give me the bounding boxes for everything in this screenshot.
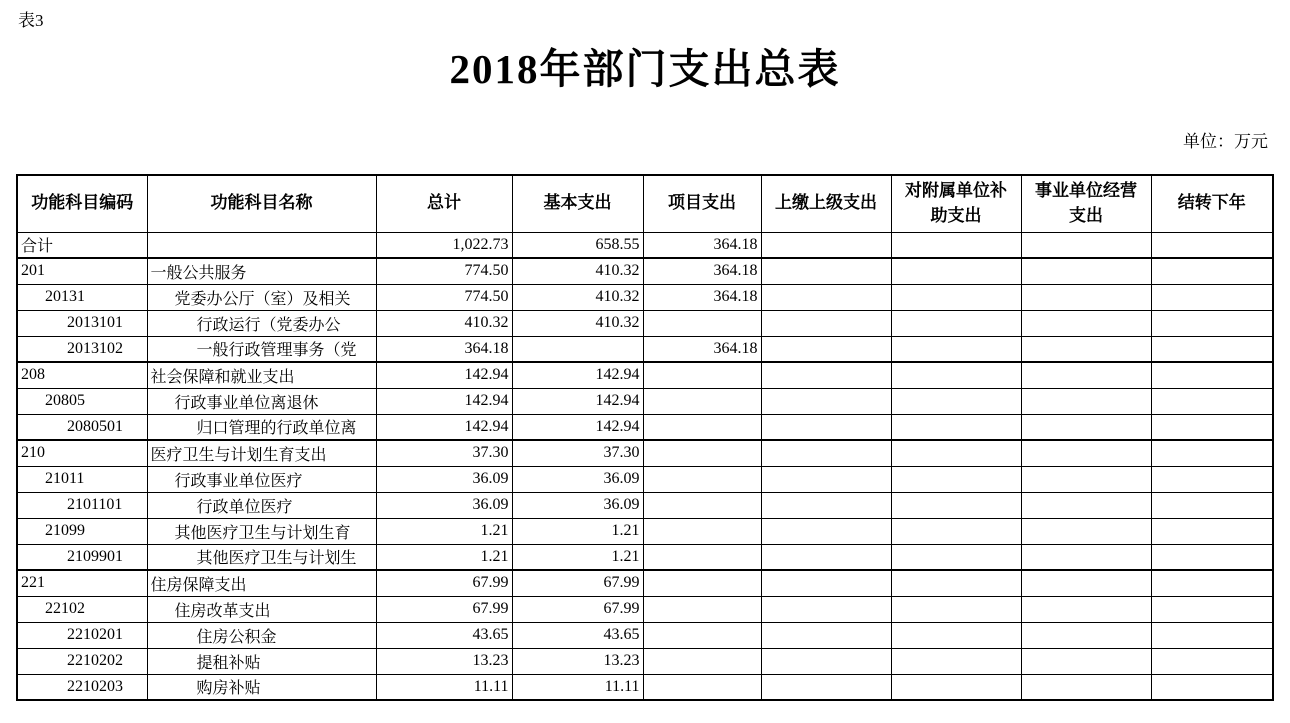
column-header-subsidy: 对附属单位补助支出 <box>891 175 1021 232</box>
header-row <box>17 175 1273 232</box>
cell-name: 党委办公厅（室）及相关 <box>147 284 376 310</box>
cell-carryover <box>1151 518 1273 544</box>
cell-code: 2210201 <box>17 622 147 648</box>
cell-code: 2109901 <box>17 544 147 570</box>
cell-upper <box>761 388 891 414</box>
cell-code: 2013102 <box>17 336 147 362</box>
cell-basic: 142.94 <box>512 414 643 440</box>
cell-subsidy <box>891 596 1021 622</box>
table-row <box>17 258 1273 284</box>
cell-project <box>643 440 761 466</box>
cell-basic: 67.99 <box>512 596 643 622</box>
cell-subsidy <box>891 648 1021 674</box>
cell-code: 201 <box>17 258 147 284</box>
cell-code: 210 <box>17 440 147 466</box>
cell-name: 行政事业单位离退休 <box>147 388 376 414</box>
cell-upper <box>761 674 891 700</box>
cell-upper <box>761 336 891 362</box>
cell-carryover <box>1151 440 1273 466</box>
table-row <box>17 414 1273 440</box>
cell-name: 归口管理的行政单位离 <box>147 414 376 440</box>
cell-upper <box>761 440 891 466</box>
cell-upper <box>761 310 891 336</box>
cell-code: 2210203 <box>17 674 147 700</box>
cell-carryover <box>1151 648 1273 674</box>
cell-total: 142.94 <box>376 414 512 440</box>
cell-name <box>147 232 376 258</box>
column-header-project: 项目支出 <box>643 175 761 232</box>
cell-subsidy <box>891 388 1021 414</box>
cell-code: 21011 <box>17 466 147 492</box>
cell-total: 1.21 <box>376 544 512 570</box>
cell-project: 364.18 <box>643 258 761 284</box>
cell-carryover <box>1151 284 1273 310</box>
page-title: 2018年部门支出总表 <box>449 46 841 92</box>
cell-project <box>643 518 761 544</box>
table-row <box>17 544 1273 570</box>
cell-subsidy <box>891 674 1021 700</box>
cell-carryover <box>1151 466 1273 492</box>
cell-project <box>643 310 761 336</box>
table-row <box>17 284 1273 310</box>
cell-name: 行政事业单位医疗 <box>147 466 376 492</box>
cell-name: 行政单位医疗 <box>147 492 376 518</box>
table-row <box>17 336 1273 362</box>
cell-basic: 36.09 <box>512 466 643 492</box>
cell-carryover <box>1151 570 1273 596</box>
cell-upper <box>761 648 891 674</box>
cell-basic: 37.30 <box>512 440 643 466</box>
cell-basic: 410.32 <box>512 310 643 336</box>
cell-total: 43.65 <box>376 622 512 648</box>
cell-carryover <box>1151 258 1273 284</box>
cell-carryover <box>1151 622 1273 648</box>
cell-subsidy <box>891 362 1021 388</box>
cell-operating <box>1021 518 1151 544</box>
table-row <box>17 518 1273 544</box>
cell-total: 1.21 <box>376 518 512 544</box>
cell-basic: 658.55 <box>512 232 643 258</box>
cell-upper <box>761 414 891 440</box>
column-header-carryover: 结转下年 <box>1151 175 1273 232</box>
cell-carryover <box>1151 596 1273 622</box>
cell-upper <box>761 622 891 648</box>
cell-project <box>643 622 761 648</box>
cell-project <box>643 492 761 518</box>
cell-subsidy <box>891 622 1021 648</box>
table-tag: 表3 <box>18 11 44 30</box>
table-row <box>17 440 1273 466</box>
column-header-upper: 上缴上级支出 <box>761 175 891 232</box>
column-header-name: 功能科目名称 <box>147 175 376 232</box>
cell-code: 2210202 <box>17 648 147 674</box>
column-header-operating: 事业单位经营支出 <box>1021 175 1151 232</box>
cell-operating <box>1021 570 1151 596</box>
cell-operating <box>1021 648 1151 674</box>
cell-subsidy <box>891 518 1021 544</box>
cell-subsidy <box>891 492 1021 518</box>
cell-name: 购房补贴 <box>147 674 376 700</box>
cell-total: 13.23 <box>376 648 512 674</box>
cell-operating <box>1021 336 1151 362</box>
cell-total: 364.18 <box>376 336 512 362</box>
cell-name: 住房保障支出 <box>147 570 376 596</box>
cell-basic: 43.65 <box>512 622 643 648</box>
cell-carryover <box>1151 232 1273 258</box>
cell-operating <box>1021 414 1151 440</box>
cell-name: 住房公积金 <box>147 622 376 648</box>
cell-project: 364.18 <box>643 232 761 258</box>
cell-total: 11.11 <box>376 674 512 700</box>
table-row <box>17 362 1273 388</box>
cell-upper <box>761 466 891 492</box>
cell-name: 医疗卫生与计划生育支出 <box>147 440 376 466</box>
cell-upper <box>761 492 891 518</box>
cell-project <box>643 466 761 492</box>
cell-operating <box>1021 284 1151 310</box>
cell-name: 提租补贴 <box>147 648 376 674</box>
cell-code: 2101101 <box>17 492 147 518</box>
cell-operating <box>1021 674 1151 700</box>
cell-subsidy <box>891 336 1021 362</box>
cell-operating <box>1021 388 1151 414</box>
cell-project <box>643 674 761 700</box>
cell-subsidy <box>891 570 1021 596</box>
cell-carryover <box>1151 674 1273 700</box>
cell-subsidy <box>891 258 1021 284</box>
cell-operating <box>1021 362 1151 388</box>
cell-operating <box>1021 310 1151 336</box>
table-row <box>17 596 1273 622</box>
cell-operating <box>1021 596 1151 622</box>
table-row <box>17 674 1273 700</box>
cell-upper <box>761 544 891 570</box>
column-header-code: 功能科目编码 <box>17 175 147 232</box>
cell-operating <box>1021 440 1151 466</box>
cell-total: 36.09 <box>376 492 512 518</box>
table-row <box>17 388 1273 414</box>
cell-basic <box>512 336 643 362</box>
cell-total: 1,022.73 <box>376 232 512 258</box>
cell-code: 22102 <box>17 596 147 622</box>
cell-basic: 13.23 <box>512 648 643 674</box>
cell-upper <box>761 362 891 388</box>
cell-basic: 142.94 <box>512 388 643 414</box>
expense-table <box>16 174 1274 701</box>
cell-code: 20805 <box>17 388 147 414</box>
cell-upper <box>761 232 891 258</box>
cell-total: 774.50 <box>376 258 512 284</box>
cell-subsidy <box>891 232 1021 258</box>
unit-note: 单位：万元 <box>1183 132 1268 151</box>
cell-operating <box>1021 544 1151 570</box>
table-row <box>17 622 1273 648</box>
cell-total: 774.50 <box>376 284 512 310</box>
cell-carryover <box>1151 362 1273 388</box>
cell-carryover <box>1151 492 1273 518</box>
cell-project <box>643 388 761 414</box>
table-row <box>17 570 1273 596</box>
cell-carryover <box>1151 336 1273 362</box>
cell-total: 37.30 <box>376 440 512 466</box>
cell-upper <box>761 596 891 622</box>
cell-name: 其他医疗卫生与计划生 <box>147 544 376 570</box>
cell-name: 社会保障和就业支出 <box>147 362 376 388</box>
cell-project <box>643 362 761 388</box>
cell-code: 208 <box>17 362 147 388</box>
cell-subsidy <box>891 466 1021 492</box>
cell-upper <box>761 284 891 310</box>
cell-upper <box>761 570 891 596</box>
cell-basic: 142.94 <box>512 362 643 388</box>
cell-subsidy <box>891 544 1021 570</box>
cell-total: 142.94 <box>376 388 512 414</box>
column-header-basic: 基本支出 <box>512 175 643 232</box>
cell-basic: 67.99 <box>512 570 643 596</box>
cell-total: 142.94 <box>376 362 512 388</box>
column-header-total: 总计 <box>376 175 512 232</box>
cell-name: 住房改革支出 <box>147 596 376 622</box>
cell-project <box>643 570 761 596</box>
table-row <box>17 232 1273 258</box>
cell-carryover <box>1151 310 1273 336</box>
table-row <box>17 310 1273 336</box>
cell-carryover <box>1151 414 1273 440</box>
table-row <box>17 648 1273 674</box>
cell-basic: 1.21 <box>512 518 643 544</box>
cell-operating <box>1021 466 1151 492</box>
cell-code: 合计 <box>17 232 147 258</box>
cell-code: 221 <box>17 570 147 596</box>
cell-total: 67.99 <box>376 596 512 622</box>
cell-carryover <box>1151 544 1273 570</box>
cell-project: 364.18 <box>643 336 761 362</box>
cell-total: 67.99 <box>376 570 512 596</box>
cell-subsidy <box>891 414 1021 440</box>
cell-project <box>643 544 761 570</box>
cell-upper <box>761 518 891 544</box>
cell-subsidy <box>891 284 1021 310</box>
cell-project <box>643 596 761 622</box>
cell-operating <box>1021 492 1151 518</box>
table-body <box>17 232 1273 700</box>
cell-operating <box>1021 258 1151 284</box>
cell-project <box>643 414 761 440</box>
cell-upper <box>761 258 891 284</box>
cell-total: 410.32 <box>376 310 512 336</box>
cell-project: 364.18 <box>643 284 761 310</box>
cell-operating <box>1021 232 1151 258</box>
cell-project <box>643 648 761 674</box>
cell-code: 20131 <box>17 284 147 310</box>
cell-code: 21099 <box>17 518 147 544</box>
cell-code: 2080501 <box>17 414 147 440</box>
cell-basic: 1.21 <box>512 544 643 570</box>
cell-subsidy <box>891 310 1021 336</box>
cell-name: 行政运行（党委办公 <box>147 310 376 336</box>
cell-basic: 11.11 <box>512 674 643 700</box>
table-row <box>17 492 1273 518</box>
cell-total: 36.09 <box>376 466 512 492</box>
cell-code: 2013101 <box>17 310 147 336</box>
cell-basic: 36.09 <box>512 492 643 518</box>
cell-name: 一般公共服务 <box>147 258 376 284</box>
cell-subsidy <box>891 440 1021 466</box>
cell-name: 其他医疗卫生与计划生育 <box>147 518 376 544</box>
cell-name: 一般行政管理事务（党 <box>147 336 376 362</box>
cell-carryover <box>1151 388 1273 414</box>
cell-basic: 410.32 <box>512 284 643 310</box>
cell-basic: 410.32 <box>512 258 643 284</box>
cell-operating <box>1021 622 1151 648</box>
table-row <box>17 466 1273 492</box>
